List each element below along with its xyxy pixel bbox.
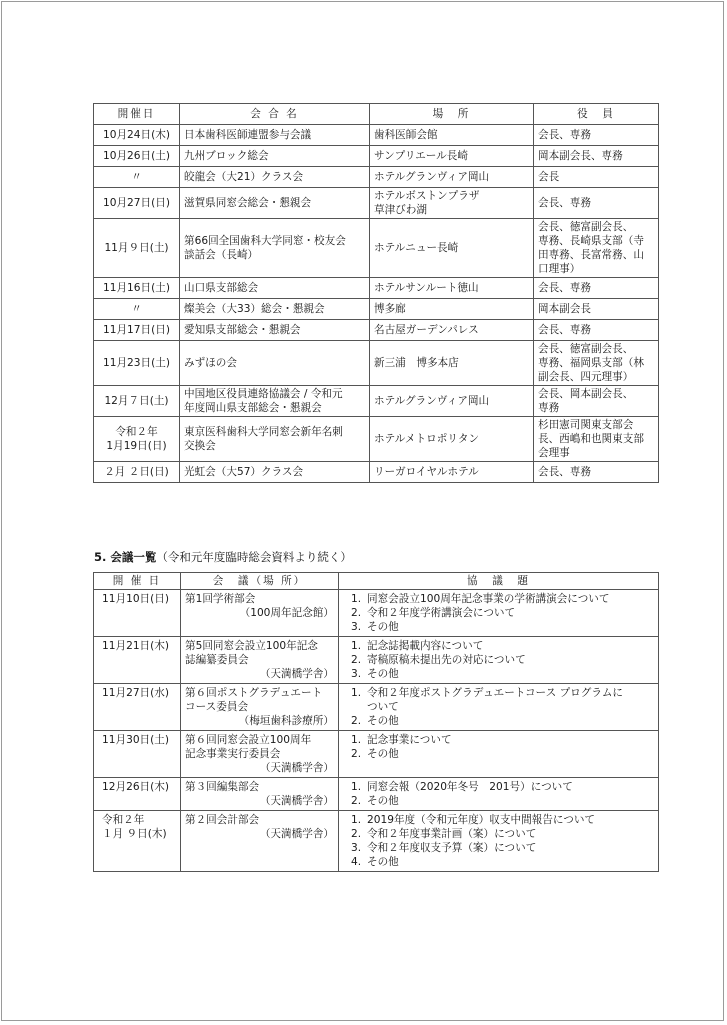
- agenda-item-number: 3.: [351, 842, 362, 854]
- meetings-table: [93, 572, 659, 872]
- header-officers: 役 員: [534, 104, 659, 125]
- meeting-place: （天満橋学舎）: [259, 828, 334, 840]
- event-place: 名古屋ガーデンパレス: [370, 320, 534, 341]
- event-officers: 会長、徳富副会長、 専務、長崎県支部（寺 田専務、長富常務、山 口理事）: [534, 219, 659, 278]
- event-officers: 会長、専務: [534, 125, 659, 146]
- meeting-cell: [181, 684, 339, 731]
- event-date: 10月27日(日): [94, 188, 180, 219]
- table-row: [94, 778, 659, 811]
- event-officers: 会長、岡本副会長、 専務: [534, 386, 659, 417]
- event-name: 燦美会（大33）総会・懇親会: [180, 299, 370, 320]
- section-heading: [94, 549, 352, 565]
- agenda-item-text: 令和２年度学術講演会について: [367, 607, 516, 619]
- table-row: [94, 386, 659, 417]
- agenda-item-text: 令和２年度収支予算（案）について: [367, 842, 537, 854]
- event-place: リーガロイヤルホテル: [370, 462, 534, 483]
- meeting-date: 11月27日(水): [94, 684, 181, 731]
- table-row: [94, 278, 659, 299]
- agenda-item: [351, 813, 654, 827]
- agenda-item-text: 令和２年度事業計画（案）について: [367, 828, 537, 840]
- agenda-item-text: 令和２年度ポストグラデュエートコース プログラムに ついて: [367, 687, 624, 713]
- meetings-table-header: [94, 573, 659, 590]
- agenda-item-number: 1.: [351, 687, 362, 699]
- section-title: 会議一覧: [110, 550, 157, 564]
- agenda-item-text: その他: [367, 668, 399, 680]
- event-date: 令和２年 1月19日(日): [94, 417, 180, 462]
- events-table: [93, 103, 659, 483]
- meeting-date: 11月21日(木): [94, 637, 181, 684]
- meeting-date: 12月26日(木): [94, 778, 181, 811]
- event-name: 光虹会（大57）クラス会: [180, 462, 370, 483]
- event-place: ホテルボストンプラザ 草津びわ湖: [370, 188, 534, 219]
- agenda-item-text: その他: [367, 715, 399, 727]
- event-place: ホテルサンルート徳山: [370, 278, 534, 299]
- agenda-item-number: 1.: [351, 814, 362, 826]
- meeting-name: 第5回同窓会設立100年記念 誌編纂委員会: [185, 640, 318, 666]
- event-date: 10月26日(土): [94, 146, 180, 167]
- meeting-place: （天満橋学舎）: [259, 762, 334, 774]
- agenda-item-text: 記念誌掲載内容について: [367, 640, 484, 652]
- agenda-item: [351, 747, 654, 761]
- agenda-item-number: 1.: [351, 781, 362, 793]
- table-row: [94, 125, 659, 146]
- table-row: [94, 146, 659, 167]
- agenda-list: [343, 733, 654, 761]
- table-row: [94, 167, 659, 188]
- agenda-cell: [339, 637, 659, 684]
- agenda-item-number: 3.: [351, 668, 362, 680]
- agenda-cell: [339, 684, 659, 731]
- agenda-item: [351, 780, 654, 794]
- meeting-place: （梅垣歯科診療所）: [238, 715, 334, 727]
- meeting-cell: [181, 731, 339, 778]
- event-name: 九州ブロック総会: [180, 146, 370, 167]
- agenda-item: [351, 827, 654, 841]
- agenda-cell: [339, 731, 659, 778]
- agenda-item-text: その他: [367, 795, 399, 807]
- event-place: 新三浦 博多本店: [370, 341, 534, 386]
- agenda-item-text: その他: [367, 748, 399, 760]
- agenda-item: [351, 714, 654, 728]
- agenda-item-text: 同窓会報（2020年冬号 201号）について: [367, 781, 573, 793]
- agenda-item-text: その他: [367, 856, 399, 868]
- meeting-name: 第２回会計部会: [185, 814, 260, 826]
- event-officers: 会長、専務: [534, 278, 659, 299]
- agenda-item-text: 同窓会設立100周年記念事業の学術講演会について: [367, 593, 610, 605]
- event-officers: 会長、徳富副会長、 専務、福岡県支部（林 副会長、四元理事）: [534, 341, 659, 386]
- header-meeting-date: 開 催 日: [94, 573, 181, 590]
- event-name: 第66回全国歯科大学同窓・校友会 談話会（長崎）: [180, 219, 370, 278]
- meeting-cell: [181, 637, 339, 684]
- event-officers: 杉田憲司関東支部会 長、西嶋和也関東支部 会理事: [534, 417, 659, 462]
- table-row: [94, 590, 659, 637]
- event-date: ２月 ２日(日): [94, 462, 180, 483]
- agenda-item: [351, 653, 654, 667]
- event-officers: 会長、専務: [534, 188, 659, 219]
- agenda-item-number: 2.: [351, 654, 362, 666]
- agenda-item-number: 1.: [351, 734, 362, 746]
- header-meeting-venue: 会 議（場 所）: [181, 573, 339, 590]
- agenda-item-number: 2.: [351, 748, 362, 760]
- agenda-item-text: 寄稿原稿未提出先の対応について: [367, 654, 526, 666]
- event-officers: 会長: [534, 167, 659, 188]
- meeting-name: 第６回同窓会設立100周年 記念事業実行委員会: [185, 734, 312, 760]
- event-place: 博多廊: [370, 299, 534, 320]
- meeting-date: 11月10日(日): [94, 590, 181, 637]
- event-name: 皎龍会（大21）クラス会: [180, 167, 370, 188]
- event-place: ホテルニュー長崎: [370, 219, 534, 278]
- agenda-item: [351, 841, 654, 855]
- event-date: 〃: [94, 167, 180, 188]
- agenda-item: [351, 794, 654, 808]
- section-number: 5.: [94, 550, 107, 564]
- table-row: [94, 341, 659, 386]
- event-officers: 岡本副会長: [534, 299, 659, 320]
- event-place: 歯科医師会館: [370, 125, 534, 146]
- event-place: ホテルメトロポリタン: [370, 417, 534, 462]
- agenda-item-number: 4.: [351, 856, 362, 868]
- event-date: 11月17日(日): [94, 320, 180, 341]
- agenda-item-number: 2.: [351, 715, 362, 727]
- header-agenda: 協 議 題: [339, 573, 659, 590]
- agenda-item: [351, 606, 654, 620]
- agenda-item-number: 3.: [351, 621, 362, 633]
- agenda-item-text: 2019年度（令和元年度）収支中間報告について: [367, 814, 596, 826]
- event-name: 日本歯科医師連盟参与会議: [180, 125, 370, 146]
- table-row: [94, 462, 659, 483]
- meeting-cell: [181, 590, 339, 637]
- event-name: 東京医科歯科大学同窓会新年名刺 交換会: [180, 417, 370, 462]
- header-place: 場 所: [370, 104, 534, 125]
- header-date: 開催日: [94, 104, 180, 125]
- event-date: 11月23日(土): [94, 341, 180, 386]
- event-date: 11月９日(土): [94, 219, 180, 278]
- table-row: [94, 811, 659, 872]
- header-meeting-name: 会 合 名: [180, 104, 370, 125]
- agenda-cell: [339, 778, 659, 811]
- meeting-name: 第６回ポストグラデュエート コース委員会: [185, 687, 323, 713]
- agenda-item-number: 2.: [351, 828, 362, 840]
- agenda-list: [343, 686, 654, 728]
- agenda-item: [351, 592, 654, 606]
- event-date: 〃: [94, 299, 180, 320]
- table-row: [94, 637, 659, 684]
- meeting-cell: [181, 811, 339, 872]
- event-place: サンプリエール長崎: [370, 146, 534, 167]
- meeting-name: 第1回学術部会: [185, 593, 256, 605]
- agenda-item-number: 2.: [351, 795, 362, 807]
- event-place: ホテルグランヴィア岡山: [370, 386, 534, 417]
- agenda-item: [351, 855, 654, 869]
- section-note: （令和元年度臨時総会資料より続く）: [156, 550, 352, 564]
- event-name: 山口県支部総会: [180, 278, 370, 299]
- table-row: [94, 731, 659, 778]
- meeting-date: 令和２年 １月 ９日(木): [94, 811, 181, 872]
- agenda-item-number: 1.: [351, 593, 362, 605]
- meeting-place: （100周年記念館）: [239, 607, 334, 619]
- agenda-item: [351, 733, 654, 747]
- table-row: [94, 417, 659, 462]
- event-officers: 会長、専務: [534, 320, 659, 341]
- events-table-header: [94, 104, 659, 125]
- agenda-cell: [339, 590, 659, 637]
- meeting-place: （天満橋学舎）: [259, 668, 334, 680]
- table-row: [94, 684, 659, 731]
- table-row: [94, 320, 659, 341]
- agenda-item: [351, 667, 654, 681]
- agenda-list: [343, 639, 654, 681]
- agenda-list: [343, 780, 654, 808]
- event-date: 10月24日(木): [94, 125, 180, 146]
- event-name: 愛知県支部総会・懇親会: [180, 320, 370, 341]
- table-row: [94, 299, 659, 320]
- meeting-date: 11月30日(土): [94, 731, 181, 778]
- agenda-item-number: 2.: [351, 607, 362, 619]
- event-date: 12月７日(土): [94, 386, 180, 417]
- agenda-item: [351, 686, 654, 714]
- event-name: 中国地区役員連絡協議会 / 令和元 年度岡山県支部総会・懇親会: [180, 386, 370, 417]
- agenda-item: [351, 639, 654, 653]
- event-place: ホテルグランヴィア岡山: [370, 167, 534, 188]
- event-officers: 岡本副会長、専務: [534, 146, 659, 167]
- agenda-item-number: 1.: [351, 640, 362, 652]
- meeting-cell: [181, 778, 339, 811]
- event-name: 滋賀県同窓会総会・懇親会: [180, 188, 370, 219]
- agenda-item-text: その他: [367, 621, 399, 633]
- agenda-cell: [339, 811, 659, 872]
- event-name: みずほの会: [180, 341, 370, 386]
- table-row: [94, 219, 659, 278]
- agenda-item-text: 記念事業について: [367, 734, 452, 746]
- meeting-place: （天満橋学舎）: [259, 795, 334, 807]
- event-officers: 会長、専務: [534, 462, 659, 483]
- table-row: [94, 188, 659, 219]
- meeting-name: 第３回編集部会: [185, 781, 260, 793]
- agenda-item: [351, 620, 654, 634]
- event-date: 11月16日(土): [94, 278, 180, 299]
- agenda-list: [343, 813, 654, 869]
- document-page: [1, 1, 724, 1021]
- agenda-list: [343, 592, 654, 634]
